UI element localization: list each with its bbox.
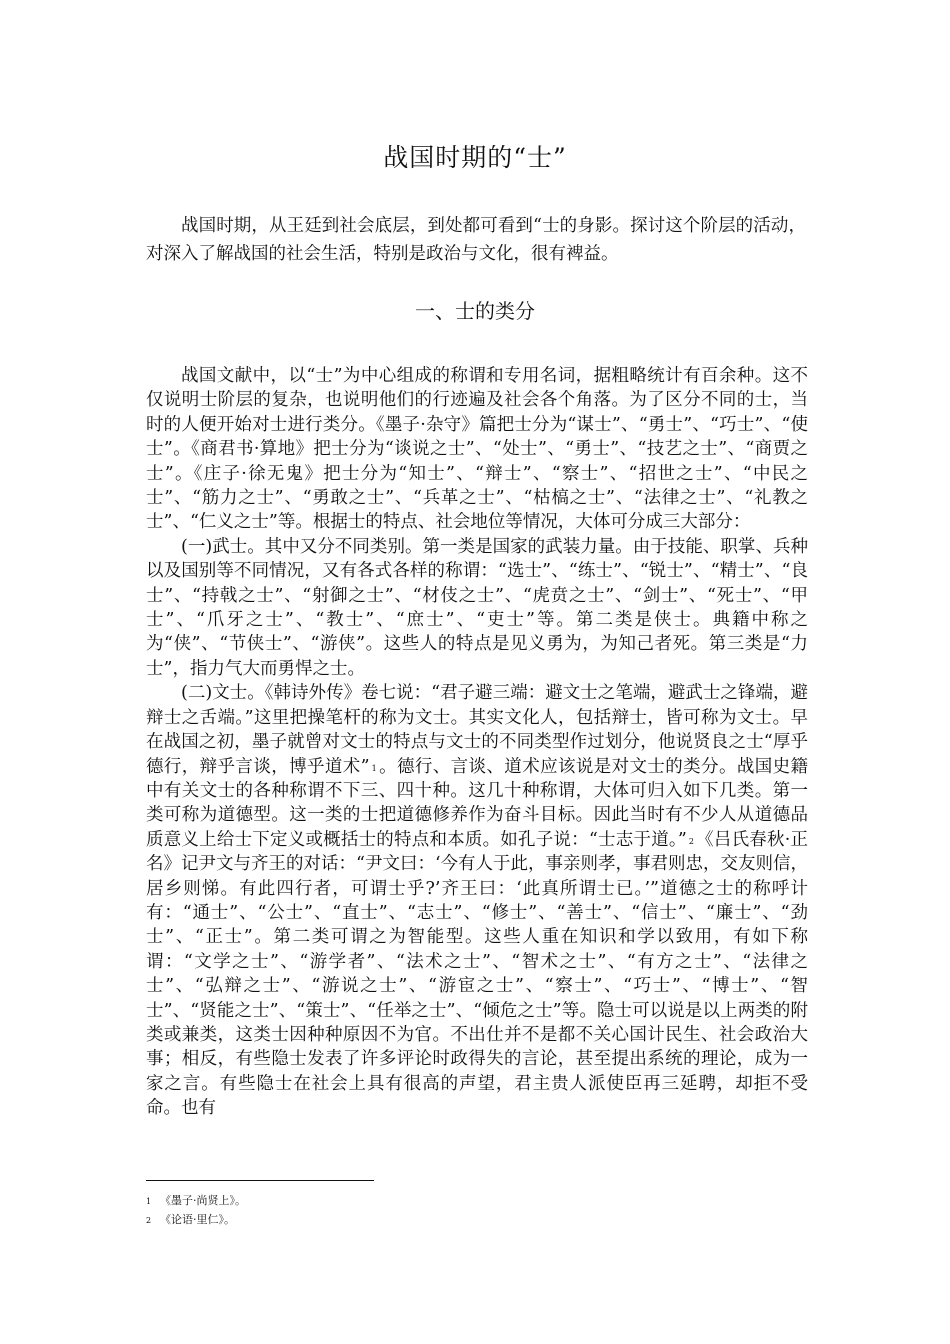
paragraph-1: 战国文献中，以“士”为中心组成的称谓和专用名词，据粗略统计有百余种。这不仅说明士阶层的复杂，也说明他们的行迹遍及社会各个角落。为了区分不同的士，当时的人便开始对士进行类分。《墨子·杂守》篇把士分为“谋士”、“勇士”、“巧士”、“使士”。《商君书·算地》把士分为“谈说之士”、“处士”、“勇士”、“技艺之士”、“商贾之士”。《庄子·徐无鬼》把士分为“知士”、“辩士”、“察士”、“招世之士”、“中民之士”、“筋力之士”、“勇敢之士”、“兵革之士”、“枯槁之士”、“法律之士”、“礼教之士”、“仁义之士”等。根据士的特点、社会地位等情况，大体可分成三大部分： [146, 366, 808, 533]
paragraph-2: (一)武士。其中又分不同类别。第一类是国家的武装力量。由于技能、职掌、兵种以及国别等不同情况，又有各式各样的称谓：“选士”、“练士”、“锐士”、“精士”、“良士”、“持戟之士”、“射御之士”、“材伎之士”、“虎贲之士”、“剑士”、“死士”、“甲士”、“爪牙之士”、“教士”、“庶士”、“吏士”等。第二类是侠士。典籍中称之为“侠”、“节侠士”、“游侠”。这些人的特点是见义勇为，为知己者死。第三类是“力士”，指力气大而勇悍之士。 [146, 536, 808, 679]
footnote-text: 《论语·里仁》。 [160, 1213, 235, 1226]
paragraph-3-part-c: 《吕氏春秋·正名》记尹文与齐王的对话：“尹文曰：‘今有人于此，事亲则孝，事君则忠，交友则信，居乡则悌。有此四行者，可谓士乎?’齐王曰：‘此真所谓士已。’”道德之士的称呼计有：“通士”、“公士”、“直士”、“志士”、“修士”、“善士”、“信士”、“廉士”、“劲士”、“正士”。第二类可谓之为智能型。这些人重在知识和学以致用，有如下称谓：“文学之士”、“游学者”、“法术之士”、“智术之士”、“有方之士”、“法律之士”、“弘辩之士”、“游说之士”、“游宦之士”、“察士”、“巧士”、“博士”、“智士”、“贤能之士”、“策士”、“任举之士”、“倾危之士”等。隐士可以说是以上两类的附类或兼类，这类士因种种原因不为官。不出仕并不是都不关心国计民生、社会政治大事；相反，有些隐士发表了许多评论时政得失的言论，甚至提出系统的理论，成为一家之言。有些隐士在社会上具有很高的声望，君主贵人派使臣再三延聘，却拒不受命。也有 [146, 829, 809, 1119]
footnote-reference-1[interactable]: 1 [371, 763, 377, 773]
footnote-reference-2[interactable]: 2 [688, 836, 694, 846]
footnotes [146, 1192, 746, 1230]
page-title: 战国时期的“士” [383, 143, 567, 172]
intro-paragraph: 战国时期，从王廷到社会底层，到处都可看到“士的身影。探讨这个阶层的活动，对深入了解战国的社会生活，特别是政治与文化，很有裨益。 [146, 216, 806, 264]
section-heading: 一、士的类分 [415, 299, 535, 323]
footnote-2 [146, 1211, 746, 1230]
paragraph-3-part-b: 。德行、言谈、道术应该说是对文士的类分。战国史籍中有关文士的各种称谓不下三、四十种。这几十种称谓，大体可归入如下几类。第一类可称为道德型。这一类的士把道德修养作为奋斗目标。因此当时有不少人从道德品质意义上给士下定义或概括士的特点和本质。如孔子说：“士志于道。” [146, 756, 809, 850]
paragraph-3 [146, 681, 808, 1120]
body-text [146, 364, 808, 1121]
footnote-divider [146, 1180, 374, 1181]
footnote-text: 《墨子·尚贤上》。 [160, 1194, 246, 1207]
paragraph-3-part-a: (二)文士。《韩诗外传》卷七说：“君子避三端：避文士之笔端，避武士之锋端，避辩士之舌端。”这里把操笔杆的称为文士。其实文化人，包括辩士，皆可称为文士。早在战国之初，墨子就曾对文士的特点与文士的不同类型作过划分，他说贤良之士“厚乎德行，辩乎言谈，博乎道术” [146, 683, 808, 777]
footnote-number: 2 [146, 1216, 152, 1225]
footnote-1 [146, 1192, 746, 1211]
footnote-number: 1 [146, 1197, 152, 1206]
